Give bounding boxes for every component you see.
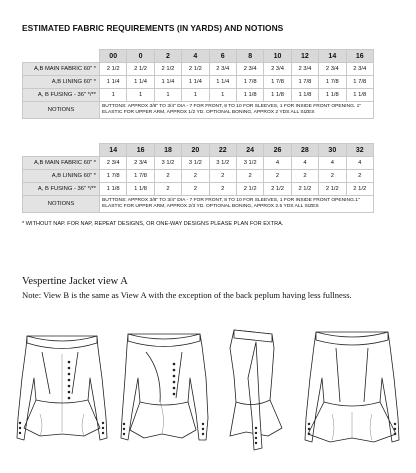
- table-cell: 3 1/2: [154, 157, 181, 170]
- size-header: 0: [127, 50, 154, 63]
- table-row: [23, 157, 374, 170]
- table-cell: 2 1/2: [182, 63, 209, 76]
- table-cell: 2 1/2: [236, 183, 263, 196]
- view-note: Note: View B is the same as View A with the exception of the back peplum having less fullness.: [22, 290, 352, 300]
- table-cell: 3 1/2: [209, 157, 236, 170]
- header-blank-cell: [23, 50, 100, 63]
- table-cell: 2 1/2: [346, 183, 373, 196]
- row-label: A, B FUSING - 36" */**: [23, 89, 100, 102]
- jacket-back-sketch: [302, 318, 402, 464]
- table-cell: 1 1/8: [236, 89, 263, 102]
- notions-row: [23, 196, 374, 213]
- table-cell: 2 1/2: [154, 63, 181, 76]
- table-cell: 1: [100, 89, 127, 102]
- table-cell: 1 1/4: [100, 76, 127, 89]
- header-blank-cell: [23, 144, 100, 157]
- size-header: 6: [209, 50, 236, 63]
- table-cell: 2 3/4: [346, 63, 373, 76]
- table-cell: 2 1/2: [100, 63, 127, 76]
- size-header: 22: [209, 144, 236, 157]
- table-cell: 4: [264, 157, 291, 170]
- table-cell: 2 1/2: [291, 183, 318, 196]
- size-header: 20: [182, 144, 209, 157]
- view-title: Vespertine Jacket view A: [22, 276, 128, 287]
- table-cell: 2: [182, 183, 209, 196]
- table-cell: 1: [209, 89, 236, 102]
- fabric-table-sizes-14-32: [22, 143, 374, 213]
- size-header: 00: [100, 50, 127, 63]
- size-header: 28: [291, 144, 318, 157]
- jacket-front-sketch: [14, 318, 110, 464]
- table-cell: 2 3/4: [209, 63, 236, 76]
- table-cell: 1: [154, 89, 181, 102]
- table-cell: 1 1/4: [209, 76, 236, 89]
- size-header: 10: [264, 50, 291, 63]
- size-header: 4: [182, 50, 209, 63]
- table-row: [23, 63, 374, 76]
- table-cell: 4: [291, 157, 318, 170]
- size-header: 14: [100, 144, 127, 157]
- row-label: A,B LINING 60" *: [23, 76, 100, 89]
- table-cell: 2 3/4: [291, 63, 318, 76]
- size-header: 32: [346, 144, 373, 157]
- table-cell: 1 7/8: [291, 76, 318, 89]
- table-cell: 1 1/4: [127, 76, 154, 89]
- table-cell: 1: [127, 89, 154, 102]
- table-cell: 2: [154, 183, 181, 196]
- table-cell: 1 1/8: [346, 89, 373, 102]
- size-header: 18: [154, 144, 181, 157]
- size-header: 24: [236, 144, 263, 157]
- table-row: [23, 89, 374, 102]
- table-cell: 2 3/4: [319, 63, 346, 76]
- table-cell: 1 1/8: [127, 183, 154, 196]
- notions-text: BUTTONS: APPROX 3/8" TO 3/4" DIA - 7 FOR FRONT, 8 TO 10 FOR SLEEVES, 1 FOR INSIDE FRONT OPENING.1" ELASTIC FOR UPPER ARM, APPROX 2/3 YD. OPTIONAL BONING, APPROX 2.5 YDS ALL SIZES: [100, 196, 374, 213]
- table-cell: 1 7/8: [346, 76, 373, 89]
- size-header: 14: [319, 50, 346, 63]
- page-heading: ESTIMATED FABRIC REQUIREMENTS (IN YARDS) AND NOTIONS: [22, 23, 284, 33]
- table-cell: 2 3/4: [127, 157, 154, 170]
- fabric-table-sizes-00-16: [22, 49, 374, 119]
- table-cell: 1 7/8: [264, 76, 291, 89]
- table-cell: 2: [291, 170, 318, 183]
- table-cell: 2: [209, 170, 236, 183]
- notions-text: BUTTONS: APPROX 3/8" TO 3/4" DIA - 7 FOR FRONT, 8 TO 10 FOR SLEEVES, 1 FOR INSIDE FRONT OPENING. 1" ELASTIC FOR UPPER ARM, APPROX 1/2 YD. OPTIONAL BONING, APPROX 2 YDS ALL SIZES: [100, 102, 374, 119]
- row-label: A,B LINING 60" *: [23, 170, 100, 183]
- table-cell: 1 7/8: [319, 76, 346, 89]
- jacket-front-open-sketch: [116, 318, 212, 464]
- table-cell: 2: [346, 170, 373, 183]
- table-cell: 1 1/8: [264, 89, 291, 102]
- table-cell: 2: [154, 170, 181, 183]
- size-header: 2: [154, 50, 181, 63]
- table-cell: 1 7/8: [127, 170, 154, 183]
- size-header-row: [23, 144, 374, 157]
- size-header: 26: [264, 144, 291, 157]
- row-label: A, B FUSING - 36" */**: [23, 183, 100, 196]
- table-cell: 2: [182, 170, 209, 183]
- table-cell: 1 7/8: [236, 76, 263, 89]
- table-cell: 2 1/2: [264, 183, 291, 196]
- table-row: [23, 76, 374, 89]
- size-header: 8: [236, 50, 263, 63]
- size-header: 16: [346, 50, 373, 63]
- table-cell: 2 1/2: [127, 63, 154, 76]
- table-cell: 2 3/4: [264, 63, 291, 76]
- table-cell: 2: [209, 183, 236, 196]
- table-cell: 4: [346, 157, 373, 170]
- table-cell: 1: [182, 89, 209, 102]
- table-cell: 2 3/4: [236, 63, 263, 76]
- table-row: [23, 183, 374, 196]
- table-cell: 2: [236, 170, 263, 183]
- table-cell: 4: [319, 157, 346, 170]
- table-cell: 2: [264, 170, 291, 183]
- row-label: A,B MAIN FABRIC 60" *: [23, 157, 100, 170]
- size-header: 30: [319, 144, 346, 157]
- jacket-side-sketch: [216, 318, 294, 464]
- table-cell: 3 1/2: [182, 157, 209, 170]
- table-cell: 1 1/4: [154, 76, 181, 89]
- row-label: A,B MAIN FABRIC 60" *: [23, 63, 100, 76]
- table-cell: 1 7/8: [100, 170, 127, 183]
- notions-label: NOTIONS: [23, 196, 100, 213]
- table-cell: 2 3/4: [100, 157, 127, 170]
- notions-row: [23, 102, 374, 119]
- table-cell: 3 1/2: [236, 157, 263, 170]
- size-header: 12: [291, 50, 318, 63]
- table-cell: 1 1/8: [291, 89, 318, 102]
- table-cell: 2 1/2: [319, 183, 346, 196]
- size-header: 16: [127, 144, 154, 157]
- table-cell: 1 1/8: [319, 89, 346, 102]
- table-cell: 1 1/8: [100, 183, 127, 196]
- size-header-row: [23, 50, 374, 63]
- table-row: [23, 170, 374, 183]
- table-cell: 1 1/4: [182, 76, 209, 89]
- table-cell: 2: [319, 170, 346, 183]
- fabric-footnote: * WITHOUT NAP. FOR NAP, REPEAT DESIGNS, OR ONE-WAY DESIGNS PLEASE PLAN FOR EXTRA.: [22, 221, 284, 227]
- notions-label: NOTIONS: [23, 102, 100, 119]
